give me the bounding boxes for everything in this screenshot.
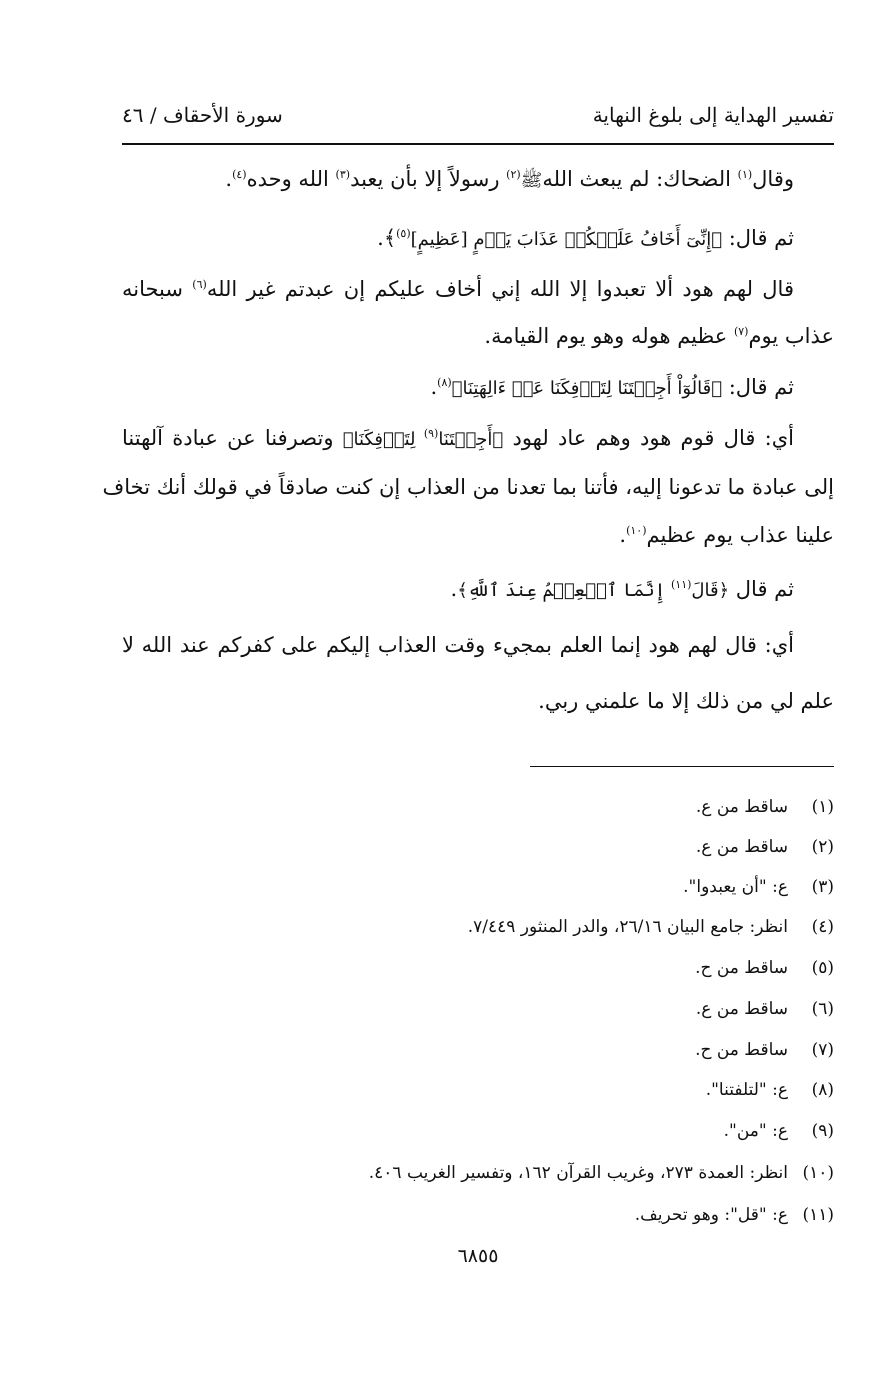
footnote-ref-10: (١٠) — [626, 524, 647, 537]
footnote-ref-5: (٥) — [396, 227, 411, 240]
footnote-item — [122, 1037, 834, 1063]
quran-verse: ﴿قَالُوٓاْ أَجِئۡتَنَا لِتَأۡفِكَنَا عَنۡ ءَالِهَتِنَا﴾ — [451, 378, 723, 399]
header-rule — [122, 143, 834, 145]
footnote-ref-8: (٨) — [437, 376, 452, 389]
footnote-ref-4: (٤) — [232, 168, 247, 181]
footnote-number: (١٠) — [802, 1163, 834, 1183]
footnote-number: (٣) — [811, 877, 834, 897]
footnote-rule — [530, 766, 834, 767]
text-line-6: أي: قال قوم هود وهم عاد لهود ﴿أَجِئۡتَنَا$^{(٩)}$ لِتَأۡفِكَنَا﴾ وتصرفنا عن عبادة آلهتنا — [122, 426, 794, 450]
footnote-number: (١) — [811, 797, 834, 817]
footnote-item — [122, 874, 834, 900]
text-line-7: إلى عبادة ما تدعونا إليه، فأتنا بما تعدنا من العذاب إن كنت صادقاً في قولك أنك تخاف — [102, 475, 834, 499]
text-line-11: علم لي من ذلك إلا ما علمني ربي. — [538, 689, 834, 713]
footnote-text: ع: "قل": وهو تحريف. — [634, 1205, 788, 1225]
text-line-10: أي: قال لهم هود إنما العلم بمجيء وقت العذاب إليكم على كفركم عند الله لا — [122, 633, 794, 657]
footnote-text: ساقط من ع. — [695, 797, 788, 817]
footnote-ref-3: (٣) — [335, 168, 351, 181]
footnote-ref-11: (١١) — [670, 578, 692, 591]
text-line-9: ثم قال ﴿قَالَ$^{(١١)}$ إِنَّمَا ٱلۡعِلۡمُ عِندَ ٱللَّهِ﴾. — [450, 577, 794, 601]
quran-verse: ﴿قَالَ — [691, 580, 730, 601]
footnote-item — [122, 1077, 834, 1103]
footnote-text: انظر: العمدة ٢٧٣، وغريب القرآن ١٦٢، وتفسير الغريب ٤٠٦. — [368, 1163, 788, 1183]
footnote-text: ع: "لتلفتنا". — [705, 1080, 788, 1100]
footnote-number: (١١) — [802, 1205, 834, 1225]
footnote-number: (٦) — [811, 999, 834, 1019]
footnote-number: (٥) — [811, 958, 834, 978]
footnote-item — [122, 955, 834, 981]
footnote-item — [122, 1118, 834, 1144]
footnote-ref-7: (٧) — [733, 325, 749, 338]
footnote-text: ع: "أن يعبدوا". — [683, 877, 788, 897]
quran-verse: لِتَأۡفِكَنَا﴾ — [342, 429, 424, 450]
footnote-text: ساقط من ح. — [695, 1040, 788, 1060]
footnote-text: ساقط من ح. — [695, 958, 788, 978]
running-header — [122, 94, 834, 136]
footnote-item — [122, 794, 834, 820]
footnote-number: (٢) — [811, 837, 834, 857]
footnote-item — [122, 834, 834, 860]
surah-page-label: سورة الأحقاف / ٤٦ — [122, 103, 283, 127]
text-line-2: ثم قال: ﴿إِنِّىٓ أَخَافُ عَلَيۡكُمۡ عَذَابَ يَوۡمٍ [عَظِيمٍ]$^{(٥)}$﴾. — [377, 226, 794, 250]
text-line-5: ثم قال: ﴿قَالُوٓاْ أَجِئۡتَنَا لِتَأۡفِكَنَا عَنۡ ءَالِهَتِنَا﴾$^{(٨)}$. — [430, 375, 794, 399]
footnote-number: (٨) — [811, 1080, 834, 1100]
footnote-text: ع: "من". — [723, 1121, 788, 1141]
page-number: ٦٨٥٥ — [457, 1245, 499, 1267]
quran-verse: ﴿إِنِّىٓ أَخَافُ عَلَيۡكُمۡ عَذَابَ يَوۡمٍ [عَظِيمٍ] — [410, 229, 723, 250]
footnote-number: (٤) — [811, 917, 834, 937]
quran-verse: إِنَّمَا ٱلۡعِلۡمُ عِندَ ٱللَّهِ﴾ — [457, 580, 671, 601]
footnote-text: ساقط من ع. — [695, 837, 788, 857]
text-line-4: عذاب يوم$^{(٧)}$ عظيم هوله وهو يوم القيامة. — [484, 324, 834, 348]
footnote-ref-1: (١) — [737, 168, 753, 181]
footnote-ref-6: (٦) — [192, 278, 207, 291]
book-title: تفسير الهداية إلى بلوغ النهاية — [592, 103, 834, 127]
honorific-symbol: ﷺ — [520, 170, 543, 191]
footnote-text: انظر: جامع البيان ٢٦/١٦، والدر المنثور ٧/٤٤٩. — [467, 917, 788, 937]
footnote-number: (٧) — [811, 1040, 834, 1060]
footnote-number: (٩) — [811, 1121, 834, 1141]
footnote-item — [122, 1160, 834, 1186]
footnote-ref-9: (٩) — [423, 427, 439, 440]
text-line-1: وقال$^{(١)}$ الضحاك: لم يبعث اللهﷺ$^{(٢)}$ رسولاً إلا بأن يعبد$^{(٣)}$ الله وحده$^{(٤)}$. — [225, 167, 794, 191]
footnote-ref-2: (٢) — [506, 168, 521, 181]
quran-verse: ﴿أَجِئۡتَنَا — [438, 429, 504, 450]
footnote-text: ساقط من ع. — [695, 999, 788, 1019]
footnote-item — [122, 1202, 834, 1228]
text-line-3: قال لهم هود ألا تعبدوا إلا الله إني أخاف عليكم إن عبدتم غير الله$^{(٦)}$ سبحانه — [122, 277, 794, 301]
footnote-item — [122, 996, 834, 1022]
text-line-8: علينا عذاب يوم عظيم$^{(١٠)}$. — [619, 523, 834, 547]
footnote-item — [122, 914, 834, 940]
